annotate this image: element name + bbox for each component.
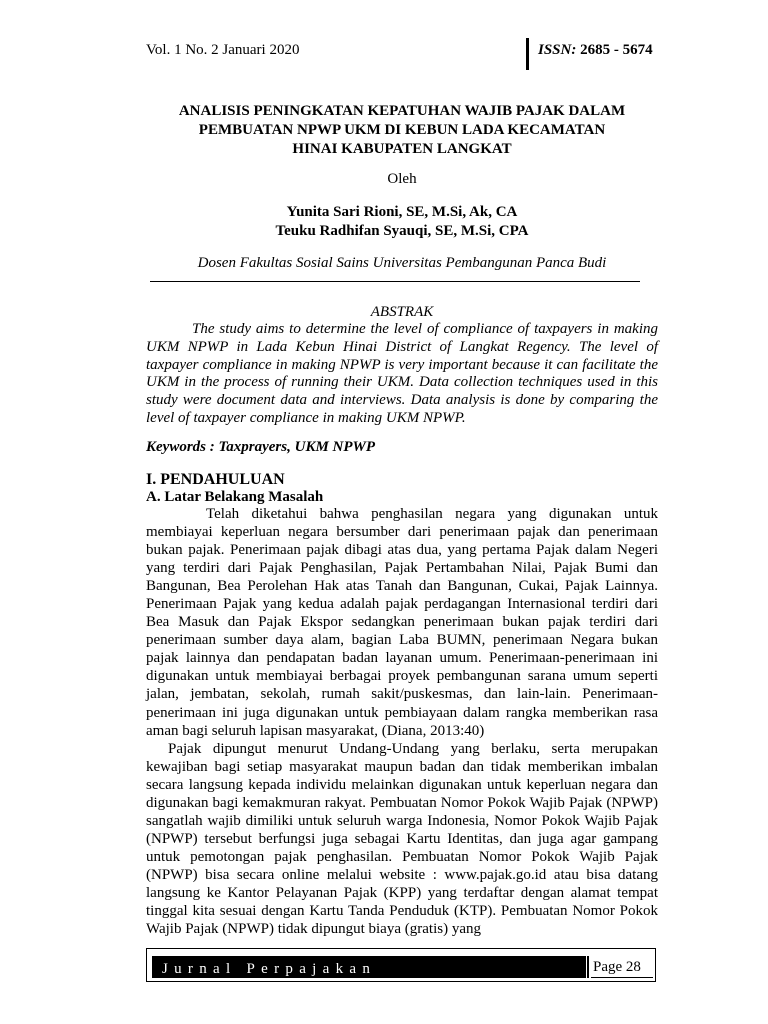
body-paragraph: Pajak dipungut menurut Undang-Undang yang berlaku, serta merupakan kewajiban bagi setiap masyarakat maupun badan dan tidak memberikan imbalan secara langsung kepada individu melainkan digunakan untuk keperluan negara dan digunakan bagi kemakmuran rakyat. Pembuatan Nomor Pokok Wajib Pajak (NPWP) sangatlah wajib dimiliki untuk seluruh warga Indonesia, Nomor Pokok Wajib Pajak (NPWP) tersebut berfungsi juga sebagai Kartu Identitas, dan juga agar gampang untuk pemotongan pajak penghasilan. Pembuatan Nomor Pokok Wajib Pajak (NPWP) bisa secara online melalui website : www.pajak.go.id atau bisa datang langsung ke Kantor Pelayanan Pajak (KPP) yang terdaftar dengan alamat tempat tinggal kita sesuai dengan Kartu Tanda Penduduk (KTP). Pembuatan Nomor Pokok Wajib Pajak (NPWP) tidak dipungut biaya (gratis) yang [146,740,658,938]
issn-label: ISSN: [538,42,577,58]
paper-title [146,102,658,159]
author-name: Yunita Sari Rioni, SE, M.Si, Ak, CA [286,204,518,220]
abstract-text: The study aims to determine the level of compliance of taxpayers in making UKM NPWP in Lada Kebun Hinai District of Langkat Regency. The level of taxpayer compliance in making NPWP is very important because it can facilitate the UKM in the process of running their UKM. Data collection techniques used in this study were document data and interviews. Data analysis is done by comparing the level of taxpayer compliance in making UKM NPWP. [146,321,658,426]
header-divider [526,38,529,70]
horizontal-rule [150,281,640,282]
affiliation: Dosen Fakultas Sosial Sains Universitas Pembangunan Panca Budi [197,255,607,271]
body-text [146,505,658,938]
footer-journal-band [152,956,586,978]
section-heading: I. PENDAHULUAN [146,471,285,488]
page-number: Page 28 [593,959,641,975]
journal-volume: Vol. 1 No. 2 Januari 2020 [146,42,300,58]
page-footer [146,948,656,982]
title-line: HINAI KABUPATEN LANGKAT [292,141,512,157]
author-list [146,203,658,241]
footer-journal-name: Jurnal Perpajakan [162,961,377,977]
subsection-heading: A. Latar Belakang Masalah [146,489,324,505]
title-line: ANALISIS PENINGKATAN KEPATUHAN WAJIB PAJAK DALAM [178,103,626,119]
abstract-heading: ABSTRAK [370,304,434,320]
abstract-body [146,321,658,428]
author-name: Teuku Radhifan Syauqi, SE, M.Si, CPA [275,223,529,239]
body-paragraph: Telah diketahui bahwa penghasilan negara yang digunakan untuk membiayai keperluan negara bersumber dari penerimaan pajak dan penerimaan bukan pajak. Penerimaan pajak dibagi atas dua, yang pertama Pajak dalam Negeri yang terdiri dari Pajak Penghasilan, Pajak Pertambahan Nilai, Pajak Bumi dan Bangunan, Bea Perolehan Hak atas Tanah dan Bangunan, Cukai, Pajak Lainnya. Penerimaan Pajak yang kedua adalah pajak perdagangan Internasional terdiri dari Bea Masuk dan Pajak Ekspor sedangkan penerimaan bukan pajak terdiri dari penerimaan sumber daya alam, bagian Laba BUMN, penerimaan Negara bukan pajak lainnya dan pendapatan badan layanan umum. Penerimaan-penerimaan ini digunakan untuk membiayai berbagai proyek pembangunan sarana umum seperti jalan, jembatan, sekolah, rumah sakit/puskesmas, dan lain-lain. Penerimaan-penerimaan ini juga digunakan untuk pembiayaan dalam rangka memberikan rasa aman bagi seluruh lapisan masyarakat, (Diana, 2013:40) [146,506,658,739]
by-label: Oleh [387,171,417,187]
footer-divider [587,956,589,978]
title-line: PEMBUATAN NPWP UKM DI KEBUN LADA KECAMATAN [198,122,606,138]
page-number-underline [591,977,653,978]
issn-value: 2685 - 5674 [580,42,653,58]
keywords: Keywords : Taxprayers, UKM NPWP [146,439,376,455]
issn [538,42,653,59]
